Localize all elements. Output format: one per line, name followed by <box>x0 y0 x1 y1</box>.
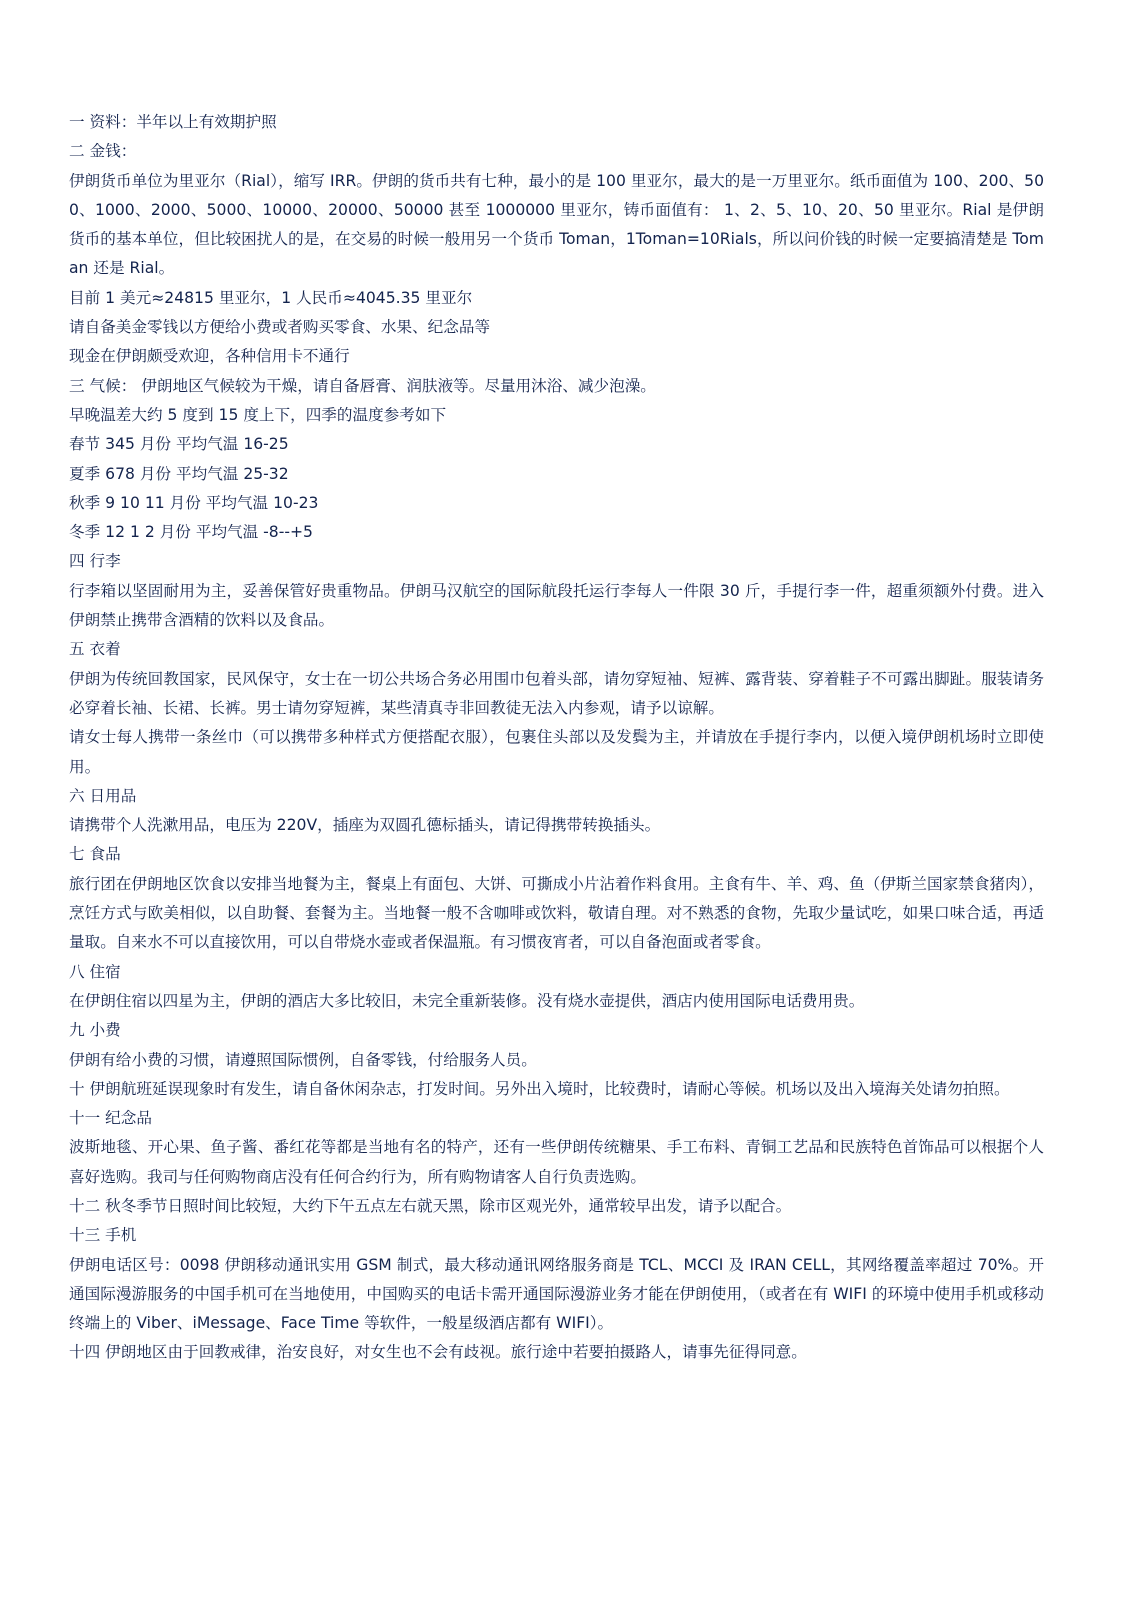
paragraph-luggage: 行李箱以坚固耐用为主，妥善保管好贵重物品。伊朗马汉航空的国际航段托运行李每人一件限 30 斤，手提行李一件，超重须额外付费。进入伊朗禁止携带含酒精的饮料以及食品。 <box>69 581 1044 630</box>
season-summer: 夏季 678 月份 平均气温 25-32 <box>69 464 289 483</box>
season-autumn: 秋季 9 10 11 月份 平均气温 10-23 <box>69 493 319 512</box>
section-safety: 十四 伊朗地区由于回教戒律，治安良好，对女生也不会有歧视。旅行途中若要拍摄路人，请事先征得同意。 <box>69 1343 807 1362</box>
paragraph-small-change: 请自备美金零钱以方便给小费或者购买零食、水果、纪念品等 <box>69 318 491 337</box>
paragraph-cash: 现金在伊朗颇受欢迎，各种信用卡不通行 <box>69 347 350 366</box>
section-heading-daily-items: 六 日用品 <box>69 786 137 805</box>
paragraph-exchange-rate: 目前 1 美元≈24815 里亚尔，1 人民币≈4045.35 里亚尔 <box>69 288 473 307</box>
section-heading-money: 二 金钱： <box>69 142 137 161</box>
section-daylight: 十二 秋冬季节日照时间比较短，大约下午五点左右就天黑，除市区观光外，通常较早出发，请予以配合。 <box>69 1196 792 1215</box>
paragraph-temperature-range: 早晚温差大约 5 度到 15 度上下，四季的温度参考如下 <box>69 405 447 424</box>
section-heading-tips: 九 小费 <box>69 1021 121 1040</box>
section-heading-luggage: 四 行李 <box>69 552 121 571</box>
section-heading-food: 七 食品 <box>69 845 121 864</box>
section-flight-delays: 十 伊朗航班延误现象时有发生，请自备休闲杂志，打发时间。另外出入境时，比较费时，请耐心等候。机场以及出入境海关处请勿拍照。 <box>69 1079 1010 1098</box>
paragraph-headscarf: 请女士每人携带一条丝巾（可以携带多种样式方便搭配衣服），包裹住头部以及发鬓为主，并请放在手提行李内，以便入境伊朗机场时立即使用。 <box>69 728 1044 776</box>
document-page <box>69 108 1044 1368</box>
section-heading-climate: 三 气候： 伊朗地区气候较为干燥，请自备唇膏、润肤液等。尽量用沐浴、减少泡澡。 <box>69 376 656 395</box>
season-winter: 冬季 12 1 2 月份 平均气温 -8--+5 <box>69 523 313 542</box>
section-heading-documents: 一 资料：半年以上有效期护照 <box>69 113 277 131</box>
paragraph-tips: 伊朗有给小费的习惯，请遵照国际惯例，自备零钱，付给服务人员。 <box>69 1050 537 1069</box>
paragraph-daily-items: 请携带个人洗漱用品，电压为 220V，插座为双圆孔德标插头，请记得携带转换插头。 <box>69 816 661 835</box>
section-heading-clothing: 五 衣着 <box>69 640 121 659</box>
paragraph-accommodation: 在伊朗住宿以四星为主，伊朗的酒店大多比较旧，未完全重新装修。没有烧水壶提供，酒店内使用国际电话费用贵。 <box>69 991 865 1010</box>
paragraph-currency: 伊朗货币单位为里亚尔（Rial），缩写 IRR。伊朗的货币共有七种，最小的是 100 里亚尔，最大的是一万里亚尔。纸币面值为 100、200、500、1000、2000、5000、10000、20000、50000 甚至 1000000 里亚尔，铸币面值有： 1、2、5、10、20、50 里亚尔。Rial 是伊朗货币的基本单位，但比较困扰人的是，在交易的时候一般用另一个货币 Toman，1Toman=10Rials，所以问价钱的时候一定要搞清楚是 Toman 还是 Rial。 <box>69 171 1044 278</box>
section-heading-souvenirs: 十一 纪念品 <box>69 1109 152 1128</box>
section-heading-phone: 十三 手机 <box>69 1226 137 1245</box>
paragraph-food: 旅行团在伊朗地区饮食以安排当地餐为主，餐桌上有面包、大饼、可撕成小片沾着作料食用。主食有牛、羊、鸡、鱼（伊斯兰国家禁食猪肉），烹饪方式与欧美相似，以自助餐、套餐为主。当地餐一般不含咖啡或饮料，敬请自理。对不熟悉的食物，先取少量试吃，如果口味合适，再适量取。自来水不可以直接饮用，可以自带烧水壶或者保温瓶。有习惯夜宵者，可以自备泡面或者零食。 <box>69 874 1044 952</box>
paragraph-souvenirs: 波斯地毯、开心果、鱼子酱、番红花等都是当地有名的特产，还有一些伊朗传统糖果、手工布料、青铜工艺品和民族特色首饰品可以根据个人喜好选购。我司与任何购物商店没有任何合约行为，所有购物请客人自行负责选购。 <box>69 1138 1044 1186</box>
paragraph-clothing: 伊朗为传统回教国家，民风保守，女士在一切公共场合务必用围巾包着头部，请勿穿短袖、短裤、露背装、穿着鞋子不可露出脚趾。服装请务必穿着长袖、长裙、长裤。男士请勿穿短裤，某些清真寺非回教徒无法入内参观，请予以谅解。 <box>69 669 1044 717</box>
section-heading-accommodation: 八 住宿 <box>69 962 121 981</box>
season-spring: 春节 345 月份 平均气温 16-25 <box>69 435 289 454</box>
paragraph-phone: 伊朗电话区号：0098 伊朗移动通讯实用 GSM 制式，最大移动通讯网络服务商是 TCL、MCCI 及 IRAN CELL，其网络覆盖率超过 70%。开通国际漫游服务的中国手机可在当地使用，中国购买的电话卡需开通国际漫游业务才能在伊朗使用，（或者在有 WIFI 的环境中使用手机或移动终端上的 Viber、iMessage、Face Time 等软件，一般星级酒店都有 WIFI）。 <box>69 1255 1044 1333</box>
